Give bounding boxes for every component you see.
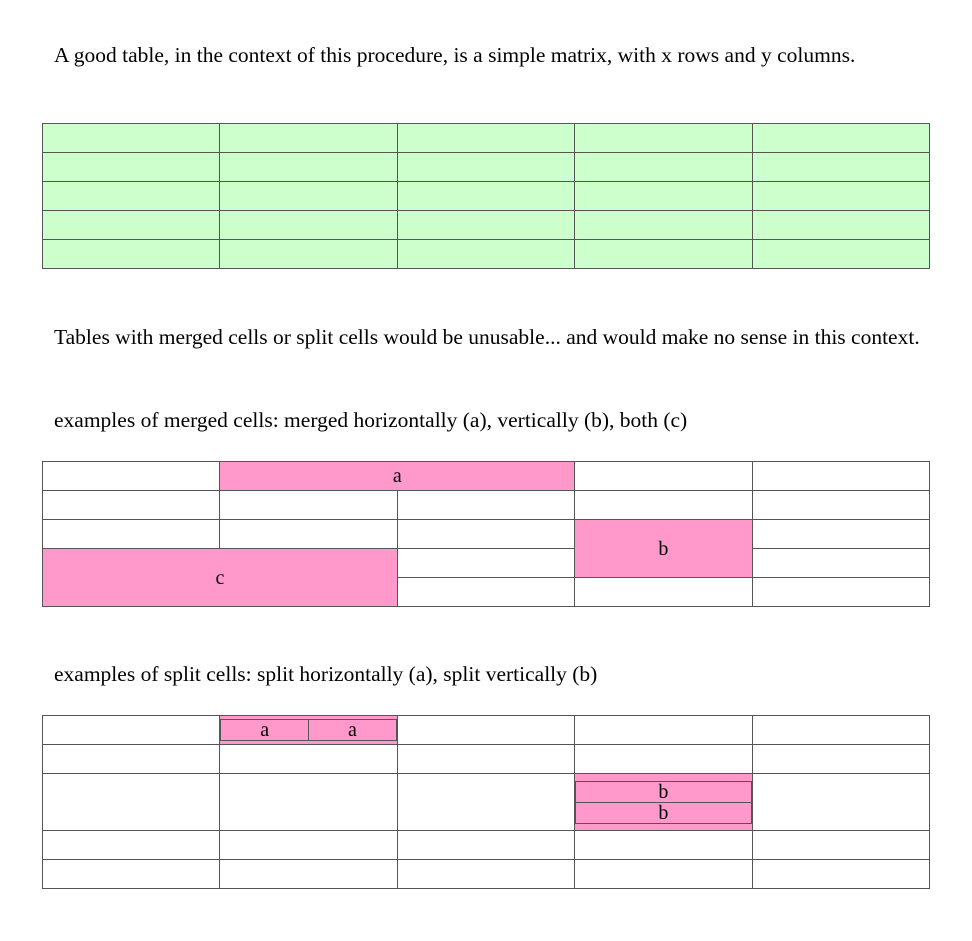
table-cell	[220, 491, 397, 520]
table-cell	[397, 211, 574, 240]
unusable-paragraph: Tables with merged cells or split cells would be unusable... and would make no sense in this context.	[54, 325, 920, 349]
table-cell	[752, 578, 929, 607]
table-cell	[397, 745, 574, 774]
table-cell	[752, 182, 929, 211]
table-row	[43, 124, 930, 153]
table-cell	[220, 124, 397, 153]
table-cell	[752, 745, 929, 774]
split-cell-bottom: b	[576, 802, 751, 823]
merged-caption: examples of merged cells: merged horizontally (a), vertically (b), both (c)	[54, 408, 688, 432]
table-cell	[397, 124, 574, 153]
table-cell	[43, 462, 220, 491]
table-row	[43, 549, 930, 578]
table-row	[43, 860, 930, 889]
table-cell	[397, 578, 574, 607]
table-cell	[575, 831, 752, 860]
table-cell	[43, 745, 220, 774]
table-row	[43, 831, 930, 860]
table-cell	[575, 153, 752, 182]
table-cell	[575, 578, 752, 607]
table-row	[43, 716, 930, 745]
table-cell	[575, 491, 752, 520]
table-cell	[752, 549, 929, 578]
table-cell	[220, 520, 397, 549]
split-cells-table	[42, 715, 930, 889]
split-cell-left: a	[221, 720, 309, 741]
table-cell	[397, 860, 574, 889]
table-cell	[43, 774, 220, 831]
split-horizontal-cell	[220, 716, 397, 745]
table-cell	[575, 182, 752, 211]
merged-vertical-cell: b	[575, 520, 752, 578]
table-cell	[220, 745, 397, 774]
table-cell	[575, 124, 752, 153]
table-cell	[752, 774, 929, 831]
merged-horizontal-cell: a	[220, 462, 575, 491]
table-cell	[397, 774, 574, 831]
table-cell	[397, 520, 574, 549]
table-cell	[220, 774, 397, 831]
table-row	[43, 745, 930, 774]
table-cell	[575, 211, 752, 240]
table-row	[43, 774, 930, 831]
table-cell	[220, 860, 397, 889]
table-cell	[43, 831, 220, 860]
table-row	[43, 520, 930, 549]
table-cell	[397, 491, 574, 520]
table-cell	[43, 182, 220, 211]
table-cell	[43, 124, 220, 153]
table-cell	[43, 240, 220, 269]
table-row	[43, 153, 930, 182]
split-caption: examples of split cells: split horizontally (a), split vertically (b)	[54, 662, 598, 686]
table-cell	[752, 520, 929, 549]
table-row	[43, 491, 930, 520]
table-cell	[397, 716, 574, 745]
table-row	[43, 211, 930, 240]
table-cell	[43, 520, 220, 549]
table-cell	[43, 716, 220, 745]
split-horizontal-inner	[220, 719, 396, 741]
table-cell	[220, 182, 397, 211]
table-cell	[43, 491, 220, 520]
table-cell	[220, 831, 397, 860]
table-cell	[43, 153, 220, 182]
table-cell	[575, 462, 752, 491]
table-cell	[752, 491, 929, 520]
table-cell	[752, 211, 929, 240]
table-cell	[752, 240, 929, 269]
merged-both-cell: c	[43, 549, 398, 607]
table-cell	[575, 860, 752, 889]
table-cell	[43, 211, 220, 240]
merged-cells-table	[42, 461, 930, 607]
table-cell	[220, 211, 397, 240]
table-cell	[575, 240, 752, 269]
split-vertical-inner	[575, 781, 751, 824]
table-cell	[752, 153, 929, 182]
split-cell-right: a	[309, 720, 397, 741]
table-cell	[397, 549, 574, 578]
table-cell	[575, 745, 752, 774]
table-cell	[752, 124, 929, 153]
table-row	[43, 182, 930, 211]
table-row	[43, 240, 930, 269]
intro-paragraph: A good table, in the context of this procedure, is a simple matrix, with x rows and y columns.	[54, 43, 856, 67]
table-cell	[220, 240, 397, 269]
table-cell	[752, 831, 929, 860]
good-table	[42, 123, 930, 269]
table-cell	[752, 462, 929, 491]
table-row	[43, 462, 930, 491]
table-cell	[575, 716, 752, 745]
table-cell	[43, 860, 220, 889]
table-cell	[220, 153, 397, 182]
table-cell	[397, 153, 574, 182]
table-cell	[397, 182, 574, 211]
table-cell	[752, 716, 929, 745]
split-vertical-cell	[575, 774, 752, 831]
table-cell	[752, 860, 929, 889]
split-cell-top: b	[576, 781, 751, 802]
table-cell	[397, 240, 574, 269]
table-cell	[397, 831, 574, 860]
